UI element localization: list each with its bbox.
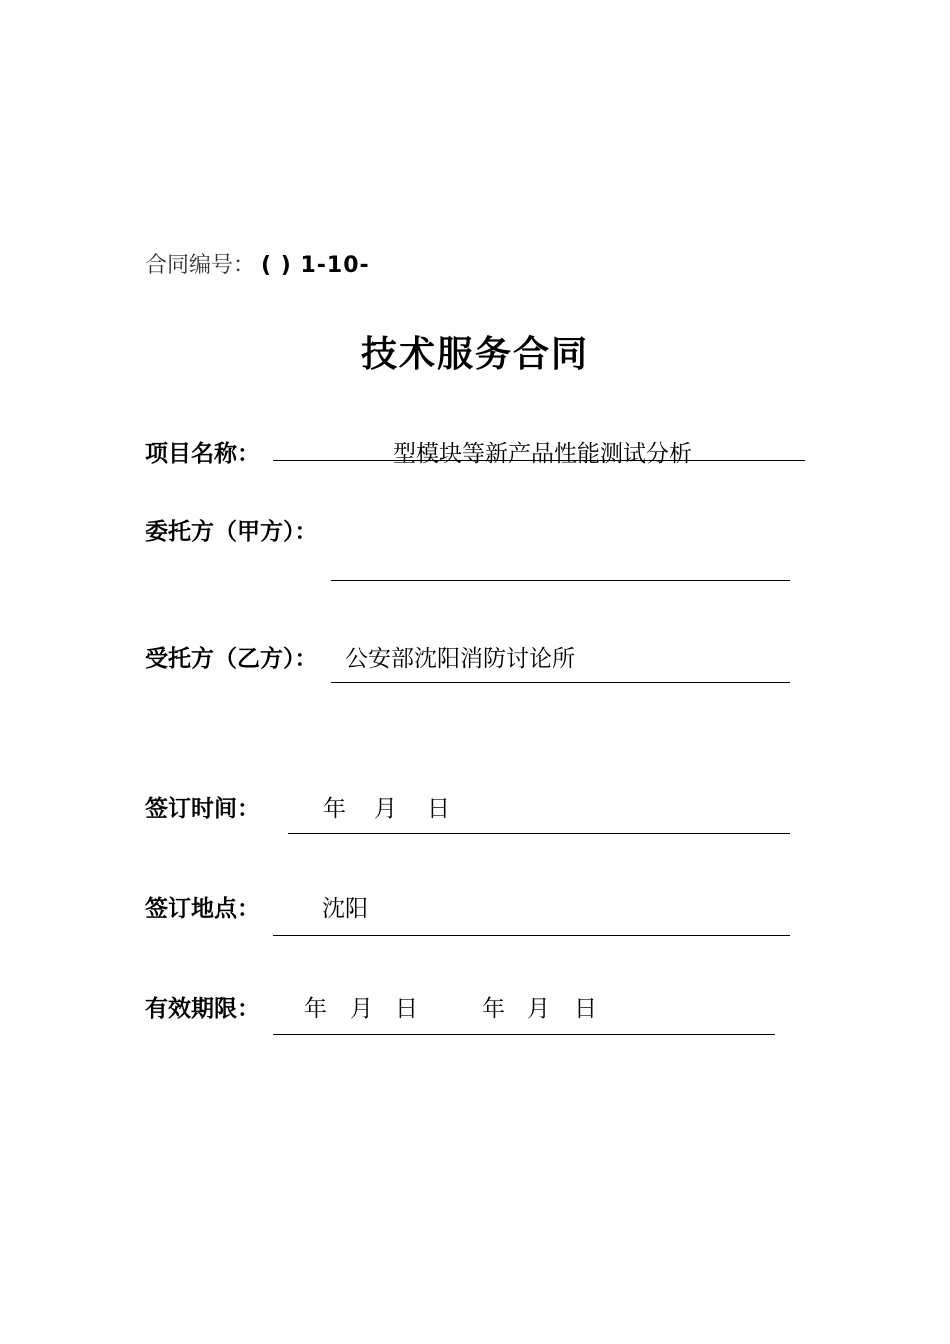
validity-start-year: 年	[304, 996, 327, 1022]
sign-date-day: 日	[427, 796, 450, 822]
sign-place-value: 沈阳	[322, 896, 368, 922]
client-label: 委托方（甲方）：	[145, 519, 318, 545]
validity-label: 有效期限：	[145, 996, 260, 1022]
document-title: 技术服务合同	[360, 334, 589, 375]
contractor-underline	[331, 682, 790, 683]
client-underline	[331, 580, 790, 581]
sign-date-label: 签订时间：	[145, 796, 260, 822]
sign-date-underline	[288, 833, 790, 834]
validity-underline	[273, 1034, 775, 1035]
validity-end-year: 年	[482, 996, 505, 1022]
sign-place-underline	[273, 935, 790, 936]
contractor-value: 公安部沈阳消防讨论所	[345, 646, 575, 672]
validity-start-month: 月	[350, 996, 373, 1022]
contract-number-label: 合同编号：	[145, 253, 256, 278]
project-name-label: 项目名称：	[145, 441, 260, 467]
project-name-value: 型模块等新产品性能测试分析	[393, 441, 692, 467]
validity-start-day: 日	[395, 996, 418, 1022]
contract-number	[145, 248, 370, 279]
validity-end-day: 日	[574, 996, 597, 1022]
contractor-label: 受托方（乙方）：	[145, 646, 318, 672]
sign-date-month: 月	[374, 796, 397, 822]
contract-number-value: ( ) 1-10-	[261, 253, 370, 278]
sign-date-year: 年	[323, 796, 346, 822]
validity-end-month: 月	[527, 996, 550, 1022]
sign-place-label: 签订地点：	[145, 896, 260, 922]
project-name-underline	[273, 460, 805, 461]
